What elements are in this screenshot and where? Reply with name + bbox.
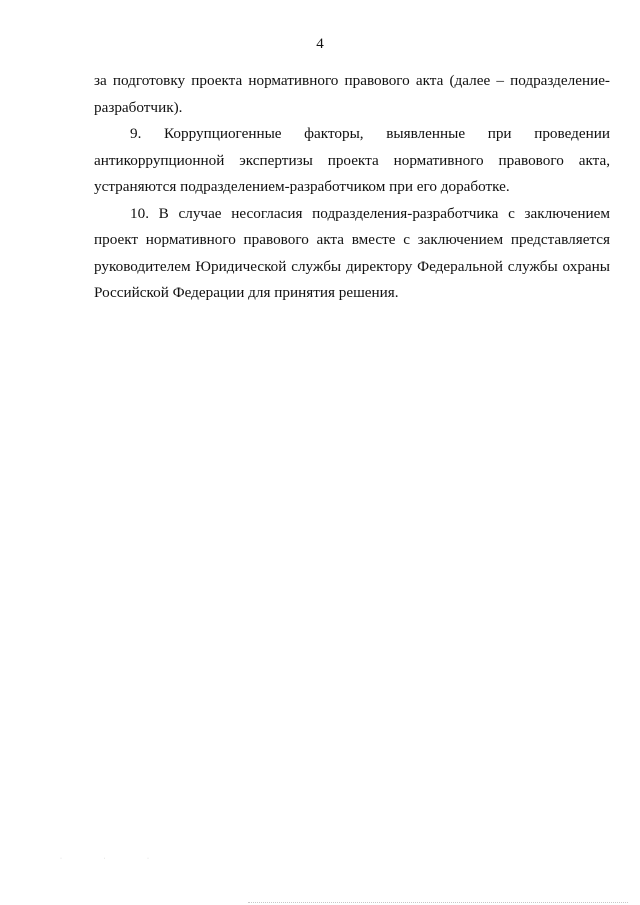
paragraph-item-9: 9. Коррупциогенные факторы, выявленные при проведении антикоррупционной экспертизы проекта нормативного правового акта, устраняются подразделением-разработчиком при его доработке. (94, 125, 610, 195)
page-number: 4 (316, 36, 324, 52)
scan-artifact-specks: · · · (60, 856, 169, 862)
paragraph-continuation: за подготовку проекта нормативного правового акта (далее – подразделение-разработчик). (94, 72, 610, 116)
scan-artifact-edge (248, 902, 628, 903)
paragraph-item-10: 10. В случае несогласия подразделения-разработчика с заключением проект нормативного правового акта вместе с заключением представляется руководителем Юридической службы директору Федеральной службы охраны Российской Федерации для принятия решения. (94, 204, 610, 301)
document-body (94, 68, 610, 307)
